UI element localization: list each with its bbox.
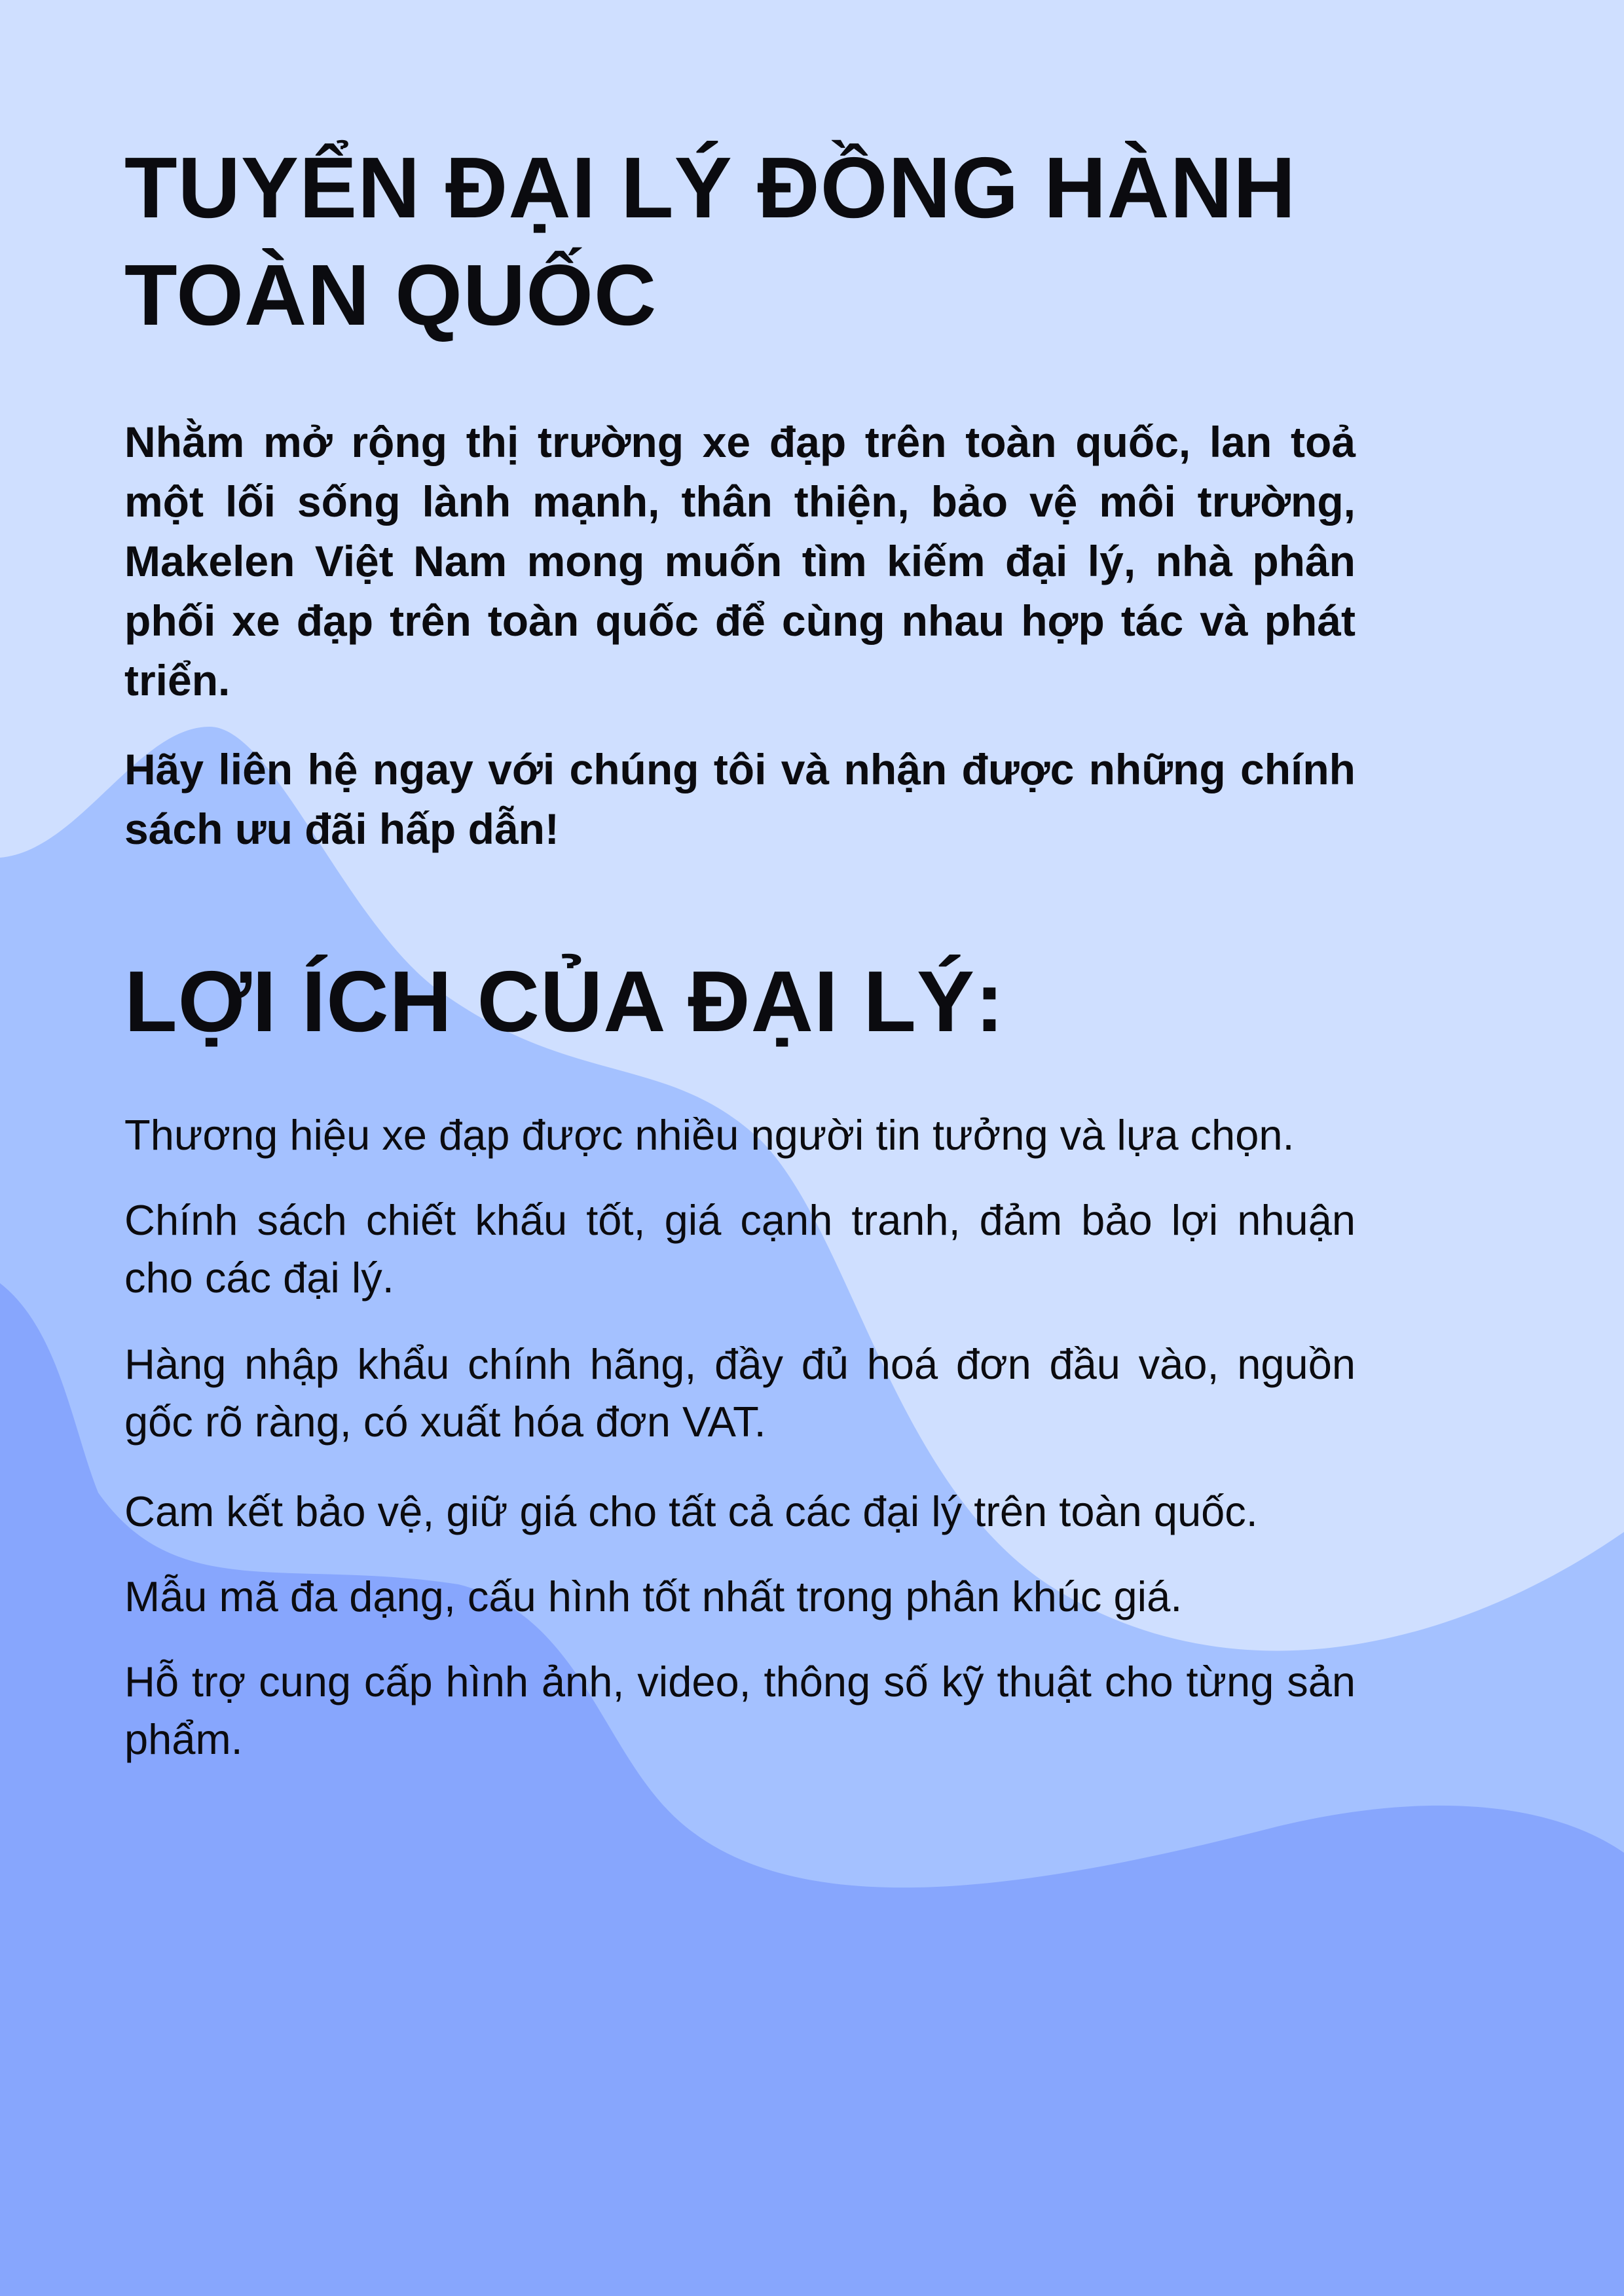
benefit-item: Mẫu mã đa dạng, cấu hình tốt nhất trong phân khúc giá. bbox=[124, 1573, 1183, 1620]
benefit-item: Thương hiệu xe đạp được nhiều người tin tưởng và lựa chọn. bbox=[124, 1111, 1295, 1159]
benefit-item: Cam kết bảo vệ, giữ giá cho tất cả các đại lý trên toàn quốc. bbox=[124, 1487, 1258, 1535]
title-line-2: TOÀN QUỐC bbox=[124, 247, 657, 343]
benefit-item: Hỗ trợ cung cấp hình ảnh, video, thông số kỹ thuật cho từng sản phẩm. bbox=[124, 1658, 1356, 1763]
benefit-item: Chính sách chiết khấu tốt, giá cạnh tranh, đảm bảo lợi nhuận cho các đại lý. bbox=[124, 1196, 1356, 1302]
page-title bbox=[124, 134, 1369, 349]
benefits-title: LỢI ÍCH CỦA ĐẠI LÝ: bbox=[124, 953, 1005, 1049]
intro-paragraph-1: Nhằm mở rộng thị trường xe đạp trên toàn quốc, lan toả một lối sống lành mạnh, thân thiện, bảo vệ môi trường, Makelen Việt Nam mong muốn tìm kiếm đại lý, nhà phân phối xe đạp trên toàn quốc để cùng nhau hợp tác và phát triển. bbox=[124, 418, 1356, 704]
benefit-item: Hàng nhập khẩu chính hãng, đầy đủ hoá đơn đầu vào, nguồn gốc rõ ràng, có xuất hóa đơn VAT. bbox=[124, 1340, 1356, 1446]
title-line-1: TUYỂN ĐẠI LÝ ĐỒNG HÀNH bbox=[124, 139, 1297, 236]
intro-paragraph-2: Hãy liên hệ ngay với chúng tôi và nhận được những chính sách ưu đãi hấp dẫn! bbox=[124, 745, 1356, 853]
